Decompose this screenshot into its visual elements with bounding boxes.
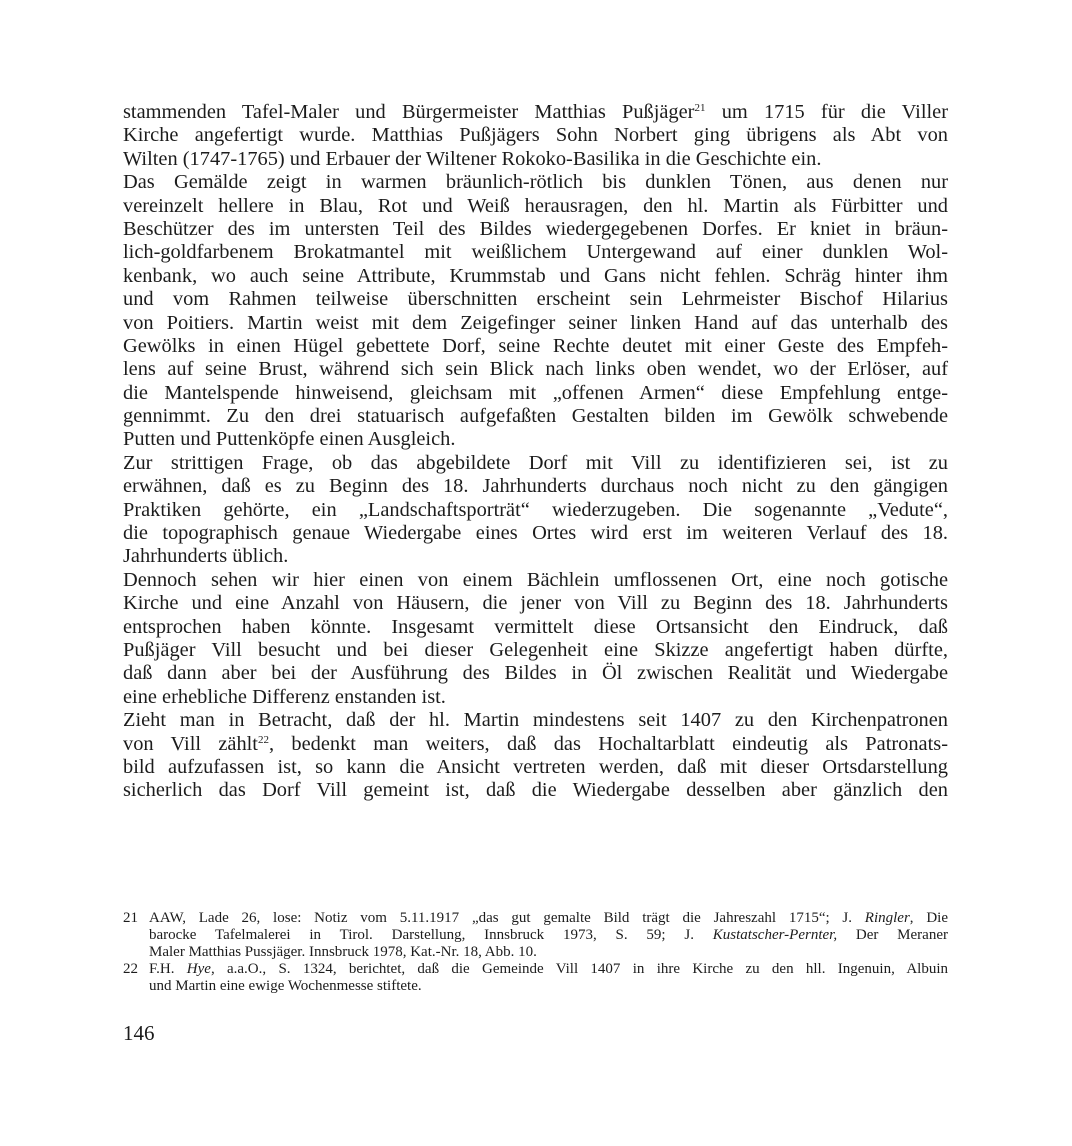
- text-segment: Wilten (1747-1765) und Erbauer der Wiltener Rokoko-Basilika in die Geschichte ein.: [123, 147, 822, 170]
- text-line: [123, 452, 948, 475]
- text-line: [123, 358, 948, 381]
- text-line: [123, 522, 948, 545]
- footnote-line: [149, 978, 948, 995]
- page-body: [123, 101, 948, 803]
- text-segment: die topographisch genaue Wiedergabe eines Ortes wird erst im weiteren Verlauf des 18.: [123, 522, 948, 545]
- footnote-text: barocke Tafelmalerei in Tirol. Darstellung, Innsbruck 1973, S. 59; J.: [149, 927, 713, 943]
- text-segment: Kirche und eine Anzahl von Häusern, die jener von Vill zu Beginn des 18. Jahrhunderts: [123, 592, 948, 615]
- footnote: [123, 910, 948, 961]
- text-segment: eine erhebliche Differenz enstanden ist.: [123, 685, 446, 708]
- footnote-line: [149, 961, 948, 978]
- text-segment: Zur strittigen Frage, ob das abgebildete Dorf mit Vill zu identifizieren sei, ist zu: [123, 451, 948, 474]
- text-line: [123, 733, 948, 756]
- text-segment: Praktiken gehörte, ein „Landschaftsporträt“ wiederzugeben. Die sogenannte „Vedute“,: [123, 498, 948, 521]
- text-line: [123, 335, 948, 358]
- author-name: Hye: [186, 961, 211, 977]
- text-segment: von Poitiers. Martin weist mit dem Zeigefinger seiner linken Hand auf das unterhalb des: [123, 311, 948, 334]
- footnote-text: Der Meraner: [837, 927, 948, 943]
- text-line: [123, 171, 948, 194]
- main-text: [123, 101, 948, 803]
- text-line: [123, 756, 948, 779]
- text-line: [123, 124, 948, 147]
- author-name: Kustatscher-Pernter,: [712, 927, 838, 943]
- text-segment: Gewölks in einen Hügel gebettete Dorf, seine Rechte deutet mit einer Geste des Empfeh-: [123, 334, 948, 357]
- text-segment: erwähnen, daß es zu Beginn des 18. Jahrhunderts durchaus noch nicht zu den gängigen: [123, 475, 948, 498]
- text-line: [123, 265, 948, 288]
- text-segment: kenbank, wo auch seine Attribute, Krummstab und Gans nicht fehlen. Schräg hinter ihm: [123, 264, 948, 287]
- text-line: [123, 241, 948, 264]
- text-line: [123, 195, 948, 218]
- footnote-reference: 22: [257, 733, 269, 746]
- text-segment: von Vill zählt: [123, 732, 258, 755]
- footnote-line: [149, 944, 948, 961]
- text-line: [123, 101, 948, 124]
- text-line: [123, 148, 948, 171]
- text-line: [123, 592, 948, 615]
- text-segment: daß dann aber bei der Ausführung des Bildes in Öl zwischen Realität und Wiedergabe: [123, 662, 948, 685]
- page-number: 146: [123, 1021, 155, 1045]
- text-line: [123, 545, 948, 568]
- text-line: [123, 218, 948, 241]
- footnote-text: und Martin eine ewige Wochenmesse stiftete.: [149, 978, 422, 994]
- text-line: [123, 428, 948, 451]
- author-name: Ringler: [864, 910, 910, 926]
- text-segment: vereinzelt hellere in Blau, Rot und Weiß herausragen, den hl. Martin als Fürbitter und: [123, 194, 948, 217]
- footnote-line: [149, 910, 948, 927]
- footnote-line: [149, 927, 948, 944]
- text-line: [123, 382, 948, 405]
- text-segment: um 1715 für die Viller: [705, 101, 948, 123]
- text-segment: Putten und Puttenköpfe einen Ausgleich.: [123, 428, 456, 451]
- footnote-text: AAW, Lade 26, lose: Notiz vom 5.11.1917 „das gut gemalte Bild trägt die Jahreszahl 1715“; J.: [149, 910, 865, 926]
- text-line: [123, 475, 948, 498]
- footnote-number: 21: [123, 910, 138, 926]
- footnote-number: 22: [123, 961, 138, 977]
- text-segment: Kirche angefertigt wurde. Matthias Pußjägers Sohn Norbert ging übrigens als Abt von: [123, 124, 948, 147]
- text-segment: gennimmt. Zu den drei statuarisch aufgefaßten Gestalten bilden im Gewölk schwebende: [123, 405, 948, 428]
- footnote-text: , Die: [909, 910, 948, 926]
- text-segment: entsprochen haben könnte. Insgesamt vermittelt diese Ortsansicht den Eindruck, daß: [123, 615, 948, 638]
- footnote: [123, 961, 948, 995]
- text-segment: sicherlich das Dorf Vill gemeint ist, daß die Wiedergabe desselben aber gänzlich den: [123, 779, 948, 802]
- text-segment: Pußjäger Vill besucht und bei dieser Gelegenheit eine Skizze angefertigt haben dürfte,: [123, 638, 948, 661]
- text-segment: bild aufzufassen ist, so kann die Ansicht vertreten werden, daß mit dieser Ortsdarstellung: [123, 755, 948, 778]
- text-line: [123, 662, 948, 685]
- text-line: [123, 405, 948, 428]
- text-segment: Beschützer des im untersten Teil des Bildes wiedergegebenen Dorfes. Er kniet in bräun-: [123, 217, 948, 240]
- footnote-text: F.H.: [149, 961, 187, 977]
- text-line: [123, 312, 948, 335]
- text-segment: und vom Rahmen teilweise überschnitten erscheint sein Lehrmeister Bischof Hilarius: [123, 288, 948, 311]
- text-line: [123, 499, 948, 522]
- text-line: [123, 779, 948, 802]
- text-line: [123, 569, 948, 592]
- text-line: [123, 616, 948, 639]
- text-line: [123, 288, 948, 311]
- text-segment: lens auf seine Brust, während sich sein Blick nach links oben wendet, wo der Erlöser, auf: [123, 358, 948, 381]
- text-segment: Jahrhunderts üblich.: [123, 545, 289, 568]
- footnote-text: Maler Matthias Pussjäger. Innsbruck 1978, Kat.-Nr. 18, Abb. 10.: [149, 944, 537, 960]
- footnotes: [123, 910, 948, 995]
- text-segment: Das Gemälde zeigt in warmen bräunlich-rötlich bis dunklen Tönen, aus denen nur: [123, 171, 948, 194]
- footnote-text: , a.a.O., S. 1324, berichtet, daß die Gemeinde Vill 1407 in ihre Kirche zu den hll. Ingenuin, Albuin: [210, 961, 948, 977]
- footnote-reference: 21: [694, 102, 706, 114]
- text-line: [123, 686, 948, 709]
- text-segment: Zieht man in Betracht, daß der hl. Martin mindestens seit 1407 zu den Kirchenpatronen: [123, 709, 948, 732]
- text-segment: die Mantelspende hinweisend, gleichsam mit „offenen Armen“ diese Empfehlung entge-: [123, 381, 948, 404]
- text-segment: lich-goldfarbenem Brokatmantel mit weißlichem Untergewand auf einer dunklen Wol-: [123, 241, 948, 264]
- text-line: [123, 639, 948, 662]
- text-line: [123, 709, 948, 732]
- text-segment: Dennoch sehen wir hier einen von einem Bächlein umflossenen Ort, eine noch gotische: [123, 568, 948, 591]
- text-segment: , bedenkt man weiters, daß das Hochaltarblatt eindeutig als Patronats-: [268, 732, 948, 755]
- text-segment: stammenden Tafel-Maler und Bürgermeister Matthias Pußjäger: [123, 101, 695, 123]
